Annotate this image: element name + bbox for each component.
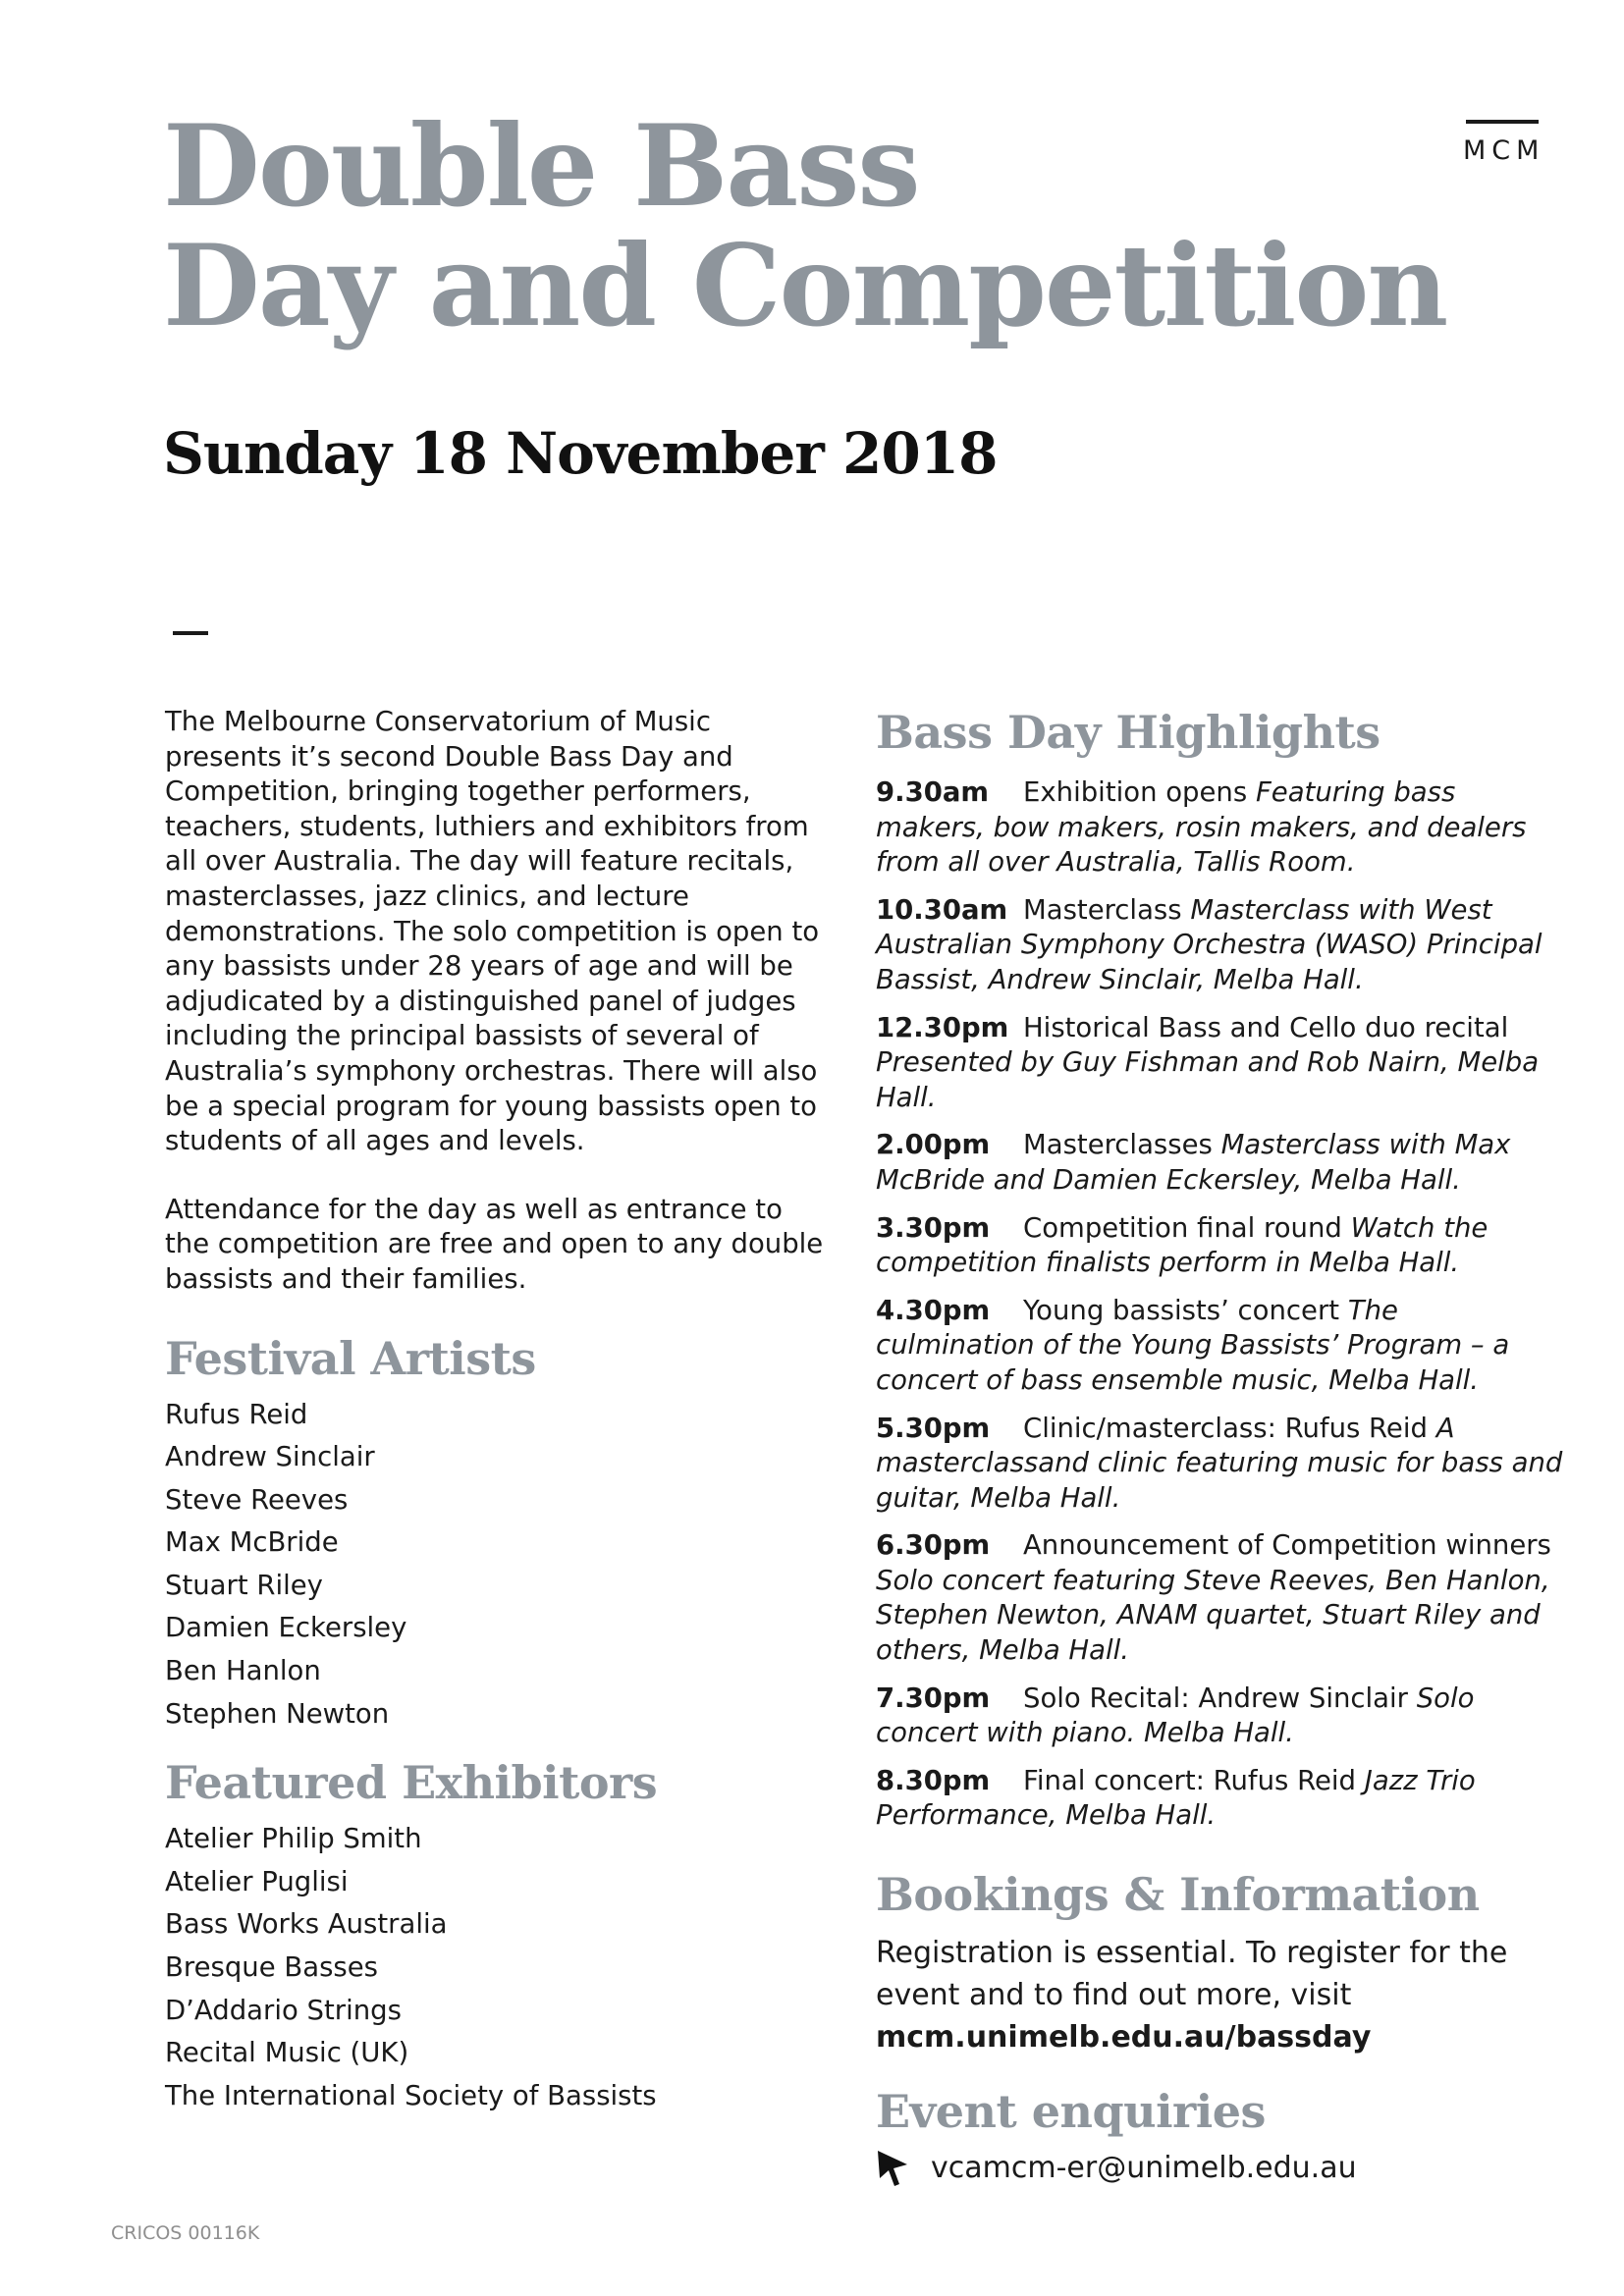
list-item: The International Society of Bassists bbox=[165, 2079, 657, 2111]
schedule-title: Clinic/masterclass: Rufus Reid bbox=[1023, 1412, 1428, 1444]
intro-paragraph-2: Attendance for the day as well as entrance to the competition are free and open to any double bassists and their families. bbox=[165, 1193, 824, 1295]
schedule-time: 4.30pm bbox=[876, 1294, 991, 1326]
schedule-item bbox=[876, 1412, 1563, 1517]
list-item: Steve Reeves bbox=[165, 1483, 349, 1516]
list-item: Atelier Philip Smith bbox=[165, 1823, 422, 1855]
cursor-arrow-icon bbox=[876, 2149, 909, 2188]
logo-text: MCM bbox=[1463, 135, 1545, 166]
list-item: Damien Eckersley bbox=[165, 1612, 407, 1644]
schedule-desc: Watch the competition finalists perform in Melba Hall. bbox=[876, 1211, 1489, 1279]
bookings-info bbox=[876, 1932, 1563, 2058]
festival-artists-list bbox=[165, 1394, 833, 1736]
schedule-desc: Featuring bass makers, bow makers, rosin makers, and dealers from all over Australia, Tallis Room. bbox=[876, 776, 1527, 879]
list-item: Stephen Newton bbox=[165, 1697, 390, 1730]
schedule-desc: Solo concert featuring Steve Reeves, Ben Hanlon, Stephen Newton, ANAM quartet, Stuart Riley and others, Melba Hall. bbox=[876, 1564, 1550, 1667]
schedule-title: Historical Bass and Cello duo recital bbox=[1023, 1011, 1509, 1043]
featured-exhibitors-list bbox=[165, 1818, 833, 2117]
logo-bar bbox=[1466, 120, 1539, 124]
schedule-title: Final concert: Rufus Reid bbox=[1023, 1764, 1356, 1796]
intro-paragraph-1: The Melbourne Conservatorium of Music presents it’s second Double Bass Day and Competition, bringing together performers, teachers, students, luthiers and exhibitors from all over Australia. The day will feature recitals, masterclasses, jazz clinics, and lecture demonstrations. The solo competition is open to any bassists under 28 years of age and will be adjudicated by a distinguished panel of judges including the principal bassists of several of Australia’s symphony orchestras. There will also be a special program for young bassists open to students of all ages and levels. bbox=[165, 706, 820, 1157]
schedule-item bbox=[876, 1764, 1563, 1834]
cricos-code: CRICOS 00116K bbox=[111, 2222, 260, 2244]
festival-artists-heading: Festival Artists bbox=[165, 1331, 536, 1385]
schedule-time: 7.30pm bbox=[876, 1682, 991, 1714]
schedule-desc: Presented by Guy Fishman and Rob Nairn, Melba Hall. bbox=[876, 1046, 1540, 1113]
schedule-item bbox=[876, 1128, 1563, 1198]
list-item: Ben Hanlon bbox=[165, 1655, 321, 1687]
list-item: Bresque Basses bbox=[165, 1951, 378, 1984]
schedule-desc: Solo concert with piano. Melba Hall. bbox=[876, 1682, 1475, 1749]
list-item: Bass Works Australia bbox=[165, 1908, 448, 1941]
schedule-time: 5.30pm bbox=[876, 1412, 991, 1444]
schedule-item bbox=[876, 1682, 1563, 1751]
list-item: Recital Music (UK) bbox=[165, 2037, 409, 2069]
enquiries-heading: Event enquiries bbox=[876, 2085, 1266, 2139]
schedule-title: Young bassists’ concert bbox=[1023, 1294, 1340, 1326]
schedule-title: Masterclasses bbox=[1023, 1129, 1213, 1161]
list-item: D’Addario Strings bbox=[165, 1994, 402, 2026]
schedule-time: 3.30pm bbox=[876, 1211, 991, 1244]
schedule-desc: A masterclassand clinic featuring music for bass and guitar, Melba Hall. bbox=[876, 1412, 1563, 1514]
schedule-item bbox=[876, 1294, 1563, 1399]
schedule-title: Exhibition opens bbox=[1023, 776, 1248, 808]
right-column bbox=[876, 705, 1563, 2188]
bookings-link[interactable]: mcm.unimelb.edu.au/bassday bbox=[876, 2020, 1372, 2056]
schedule-time: 10.30am bbox=[876, 893, 1008, 926]
schedule-time: 6.30pm bbox=[876, 1529, 991, 1562]
left-column bbox=[165, 705, 833, 2117]
enquiries-email[interactable]: vcamcm-er@unimelb.edu.au bbox=[931, 2151, 1357, 2186]
bookings-text: Registration is essential. To register for the event and to find out more, visit bbox=[876, 1936, 1508, 2013]
schedule-desc: Masterclass with Max McBride and Damien Eckersley, Melba Hall. bbox=[876, 1129, 1511, 1196]
page-title bbox=[163, 100, 1447, 351]
schedule-item bbox=[876, 893, 1563, 998]
title-line-2: Day and Competition bbox=[163, 220, 1447, 351]
schedule-desc: The culmination of the Young Bassists’ Program – a concert of bass ensemble music, Melba Hall. bbox=[876, 1294, 1510, 1396]
featured-exhibitors-heading: Featured Exhibitors bbox=[165, 1756, 658, 1810]
schedule-title: Masterclass bbox=[1023, 893, 1182, 926]
mcm-logo bbox=[1463, 120, 1543, 166]
event-date: Sunday 18 November 2018 bbox=[163, 420, 998, 487]
highlights-schedule bbox=[876, 775, 1563, 1834]
schedule-time: 9.30am bbox=[876, 776, 990, 808]
schedule-title: Announcement of Competition winners bbox=[1023, 1529, 1551, 1562]
schedule-item bbox=[876, 1528, 1563, 1668]
schedule-item bbox=[876, 775, 1563, 881]
schedule-time: 12.30pm bbox=[876, 1011, 1009, 1043]
divider-dash bbox=[173, 631, 208, 635]
schedule-item bbox=[876, 1211, 1563, 1281]
bookings-heading: Bookings & Information bbox=[876, 1868, 1480, 1922]
list-item: Max McBride bbox=[165, 1526, 339, 1559]
list-item: Andrew Sinclair bbox=[165, 1441, 375, 1473]
intro bbox=[165, 705, 833, 1298]
schedule-title: Competition final round bbox=[1023, 1211, 1342, 1244]
list-item: Stuart Riley bbox=[165, 1569, 323, 1601]
enquiries-contact bbox=[876, 2149, 1563, 2188]
schedule-time: 2.00pm bbox=[876, 1129, 991, 1161]
title-line-1: Double Bass bbox=[163, 100, 919, 232]
schedule-time: 8.30pm bbox=[876, 1764, 991, 1796]
schedule-item bbox=[876, 1011, 1563, 1116]
schedule-desc: Jazz Trio Performance, Melba Hall. bbox=[876, 1764, 1476, 1832]
list-item: Rufus Reid bbox=[165, 1398, 308, 1430]
schedule-desc: Masterclass with West Australian Symphony Orchestra (WASO) Principal Bassist, Andrew Sinclair, Melba Hall. bbox=[876, 893, 1543, 995]
schedule-title: Solo Recital: Andrew Sinclair bbox=[1023, 1682, 1408, 1714]
list-item: Atelier Puglisi bbox=[165, 1865, 349, 1897]
highlights-heading: Bass Day Highlights bbox=[876, 706, 1380, 759]
